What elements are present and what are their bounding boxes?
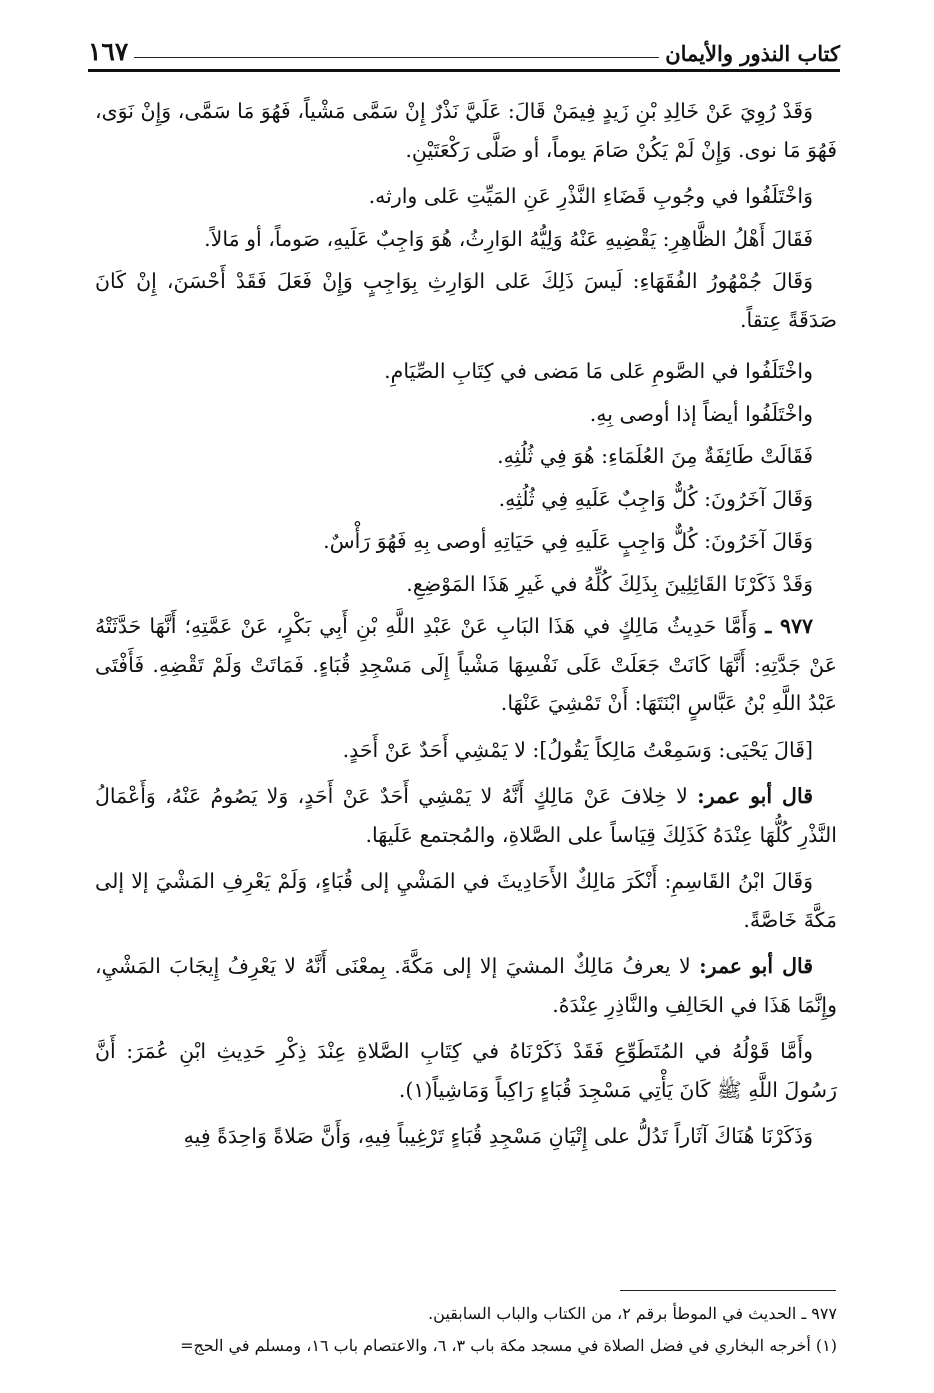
paragraph-text: لا يعرفُ مَالِكٌ المشيَ إلا إلى مَكَّةَ. بِمعْنَى أَنَّهُ لا يَعْرِفُ إِيجَابَ المَشْيِ، وإِنَّمَا هَذَا في الحَالِفِ والنَّاذِرِ عِنْدَهُ. [95, 954, 837, 1017]
speaker-label: قال أبو عمر: [697, 784, 813, 808]
paragraph-text: لا خِلافَ عَنْ مَالِكٍ أَنَّهُ لا يَمْشِي أَحَدٌ عَنْ أَحَدٍ، وَلا يَصُومُ عَنْهُ، وَأَعْمَالُ النَّذْرِ كُلُّهَا عِنْدَهُ كَذَلِكَ قِيَاساً على الصَّلاةِ، والمُجتمع عَلَيهَا. [95, 784, 837, 847]
paragraph-abu-umar [95, 947, 837, 1024]
paragraph [95, 862, 837, 939]
paragraph [95, 1032, 837, 1109]
paragraph [95, 352, 837, 391]
page-number: ١٦٧ [88, 37, 129, 66]
footnote-1: (١) أخرجه البخاري في فضل الصلاة في مسجد مكة باب ٣، ٦، والاعتصام باب ١٦، ومسلم في الحج= [180, 1336, 837, 1355]
paragraph [95, 92, 837, 169]
paragraph [95, 731, 837, 770]
speaker-label: قال أبو عمر: [699, 954, 814, 978]
running-title: كتاب النذور والأيمان [665, 41, 840, 66]
paragraph-hadith-977 [95, 607, 837, 723]
page-header [88, 30, 840, 66]
header-rule [88, 69, 840, 72]
paragraph-text: وأَمَّا قَوْلُهُ في المُتَطَوِّعِ فَقَدْ ذَكَرْنَاهُ في كِتَابِ الصَّلاةِ عِنْدَ ذِكْرِ حَدِيثِ ابْنِ عُمَرَ: أَنَّ رَسُولَ اللَّهِ ﷺ كَانَ يَأْتِي مَسْجِدَ قُبَاءٍ رَاكِباً وَمَاشِياً(١). [95, 1039, 837, 1102]
paragraph-text: وَقَالَ ابْنُ القَاسِمِ: أَنْكَرَ مَالِكٌ الأَحَادِيثَ في المَشْيِ إلى قُبَاءٍ، وَلَمْ يَعْرِفِ المَشْيَ إلا إلى مَكَّةَ خَاصَّةً. [95, 869, 837, 932]
header-dash-line [134, 57, 659, 58]
paragraph-text: وَذَكَرْنَا هُنَاكَ آثَاراً تَدُلُّ على إِتْيَانِ مَسْجِدِ قُبَاءٍ تَرْغِيباً فِيهِ، وَأَنَّ صَلاةً وَاحِدَةً فِيهِ [183, 1124, 813, 1148]
paragraph-text: وَقَالَ آخَرُونَ: كُلٌّ وَاجِبٌ عَلَيهِ فِي ثُلُثِهِ. [498, 486, 813, 511]
paragraph [95, 437, 837, 476]
paragraph [95, 1117, 837, 1156]
main-text [95, 92, 837, 1164]
paragraph [95, 522, 837, 561]
paragraph-text: واخْتَلَفُوا أيضاً إذا أوصى بِهِ. [589, 401, 813, 426]
paragraph [95, 177, 837, 216]
paragraph-text: فَقَالَتْ طَائِفَةٌ مِنَ العُلَمَاءِ: هُوَ فِي ثُلُثِهِ. [497, 444, 813, 468]
paragraph-text: وَقَدْ رُوِيَ عَنْ خَالِدِ بْنِ زَيدٍ فِيمَنْ قَالَ: عَلَيَّ نَذْرٌ إِنْ سَمَّى مَشْياً، فَهُوَ مَا سَمَّى، وَإِنْ نَوَى، فَهُوَ مَا نوى. وَإِنْ لَمْ يَكُنْ صَامَ يوماً، أو صَلَّى رَكْعَتَيْنِ. [95, 99, 837, 162]
paragraph-text: فَقَالَ أَهْلُ الظَّاهِرِ: يَقْضِيهِ عَنْهُ وَلِيُّهُ الوَارِثُ، هُوَ وَاجِبٌ عَلَيهِ، صَوماً، أو مَالاً. [204, 226, 813, 251]
paragraph-text: وَقَالَ جُمْهُورُ الفُقَهَاءِ: لَيسَ ذَلِكَ عَلى الوَارِثِ بِوَاجِبٍ وَإِنْ فَعَلَ فَقَدْ أَحْسَنَ، إِنْ كَانَ صَدَقَةً عِتقاً. [95, 269, 837, 332]
footnote-977: ٩٧٧ ـ الحديث في الموطأ برقم ٢، من الكتاب والباب السابقين. [428, 1304, 837, 1323]
paragraph-text: [قَالَ يَحْيَى: وَسَمِعْتُ مَالِكاً يَقُولُ]: لا يَمْشِي أَحَدٌ عَنْ أَحَدٍ. [342, 737, 813, 762]
paragraph-text: وَقَالَ آخَرُونَ: كُلٌّ وَاجِبٍ عَلَيهِ فِي حَيَاتِهِ أوصى بِهِ فَهُوَ رَأْسٌ. [323, 529, 813, 553]
footnote-separator [620, 1290, 836, 1291]
hadith-number: ٩٧٧ ـ [765, 614, 813, 638]
paragraph [95, 262, 837, 339]
footnotes [92, 1300, 837, 1364]
paragraph [95, 395, 837, 434]
paragraph-abu-umar [95, 777, 837, 854]
paragraph [95, 220, 837, 259]
paragraph-text: واخْتَلَفُوا في الصَّومِ عَلى مَا مَضى في كِتَابِ الصِّيَامِ. [384, 359, 813, 383]
paragraph [95, 565, 837, 604]
paragraph-text: وَقَدْ ذَكَرْنَا القَائِلِينَ بِذَلِكَ كُلِّهُ في غَيرِ هَذَا المَوْضِعِ. [406, 571, 813, 596]
paragraph-text: وَأَمَّا حَدِيثُ مَالِكٍ في هَذَا البَابِ عَنْ عَبْدِ اللَّهِ بْنِ أَبِي بَكْرٍ، عَنْ عَمَّتِهِ؛ أَنَّهَا حَدَّثَتْهُ عَنْ جَدَّتِهِ: أَنَّهَا كَانَتْ جَعَلَتْ عَلَى نَفْسِهَا مَشْياً إِلَى مَسْجِدِ قُبَاءٍ. فَمَاتَتْ وَلَمْ تَقْضِهِ. فَأَفْتَى عَبْدُ اللَّهِ بْنُ عَبَّاسٍ ابْنَتَهَا: أَنْ تَمْشِيَ عَنْهَا. [95, 614, 837, 715]
paragraph-text: وَاخْتَلَفُوا في وجُوبِ قَضَاءِ النَّذْرِ عَنِ المَيِّتِ عَلى وارثه. [368, 184, 813, 208]
paragraph [95, 480, 837, 519]
